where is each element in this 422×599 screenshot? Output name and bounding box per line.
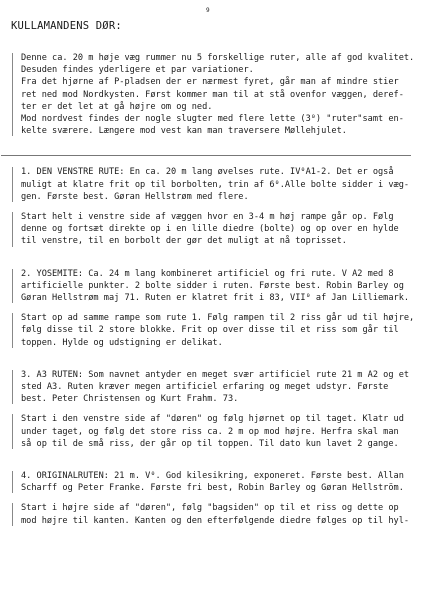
text-line: 3. A3 RUTEN: Som navnet antyder en meget svær artificiel rute 21 m A2 og et	[21, 369, 410, 380]
text-line: toppen. Hylde og udstigning er delikat.	[21, 337, 223, 348]
document-body	[21, 52, 417, 535]
route-1-description	[21, 211, 417, 248]
route-2-header	[21, 268, 417, 305]
route-1-header	[21, 166, 417, 203]
text-line: under taget, og følg det store riss ca. 2 m op mod højre. Herfra skal man	[21, 426, 399, 437]
route-4-description	[21, 502, 417, 526]
text-line: gen. Første best. Gøran Hellstrøm med flere.	[21, 191, 249, 202]
route-4-header	[21, 470, 417, 494]
text-line: Scharff og Peter Franke. Første fri best, Robin Barley og Gøran Hellström.	[21, 483, 404, 494]
text-line: mod højre til kanten. Kanten og den efterfølgende diedre følges op til hyl-	[21, 515, 410, 526]
text-line: Gøran Hellstrøm maj 71. Ruten er klatret frit i 83, VII⁰ af Jan Lilliemark.	[21, 293, 410, 304]
text-line: Start helt i venstre side af væggen hvor en 3-4 m høj rampe går op. Følg	[21, 212, 394, 223]
text-line: Start i højre side af "døren", følg "bagsiden" op til et riss og dette op	[21, 503, 399, 514]
text-line: sted A3. Ruten kræver megen artificiel erfaring og meget udstyr. Første	[21, 382, 389, 393]
page-number: 9	[206, 7, 210, 14]
text-line: ret ned mod Nordkysten. Først kommer man til at stå ovenfor væggen, deref-	[21, 89, 404, 100]
text-line: denne og fortsæt direkte op i en lille diedre (bolte) og op over en hylde	[21, 224, 399, 235]
route-3-description	[21, 413, 417, 450]
route-2-description	[21, 312, 417, 349]
text-line: Start i den venstre side af "døren" og følg hjørnet op til taget. Klatr ud	[21, 414, 404, 425]
text-line: Start op ad samme rampe som rute 1. Følg rampen til 2 riss går ud til højre,	[21, 313, 415, 324]
section-divider	[1, 155, 411, 156]
page-title: KULLAMANDENS DØR:	[11, 20, 122, 32]
text-line: Mod nordvest findes der nogle slugter med flere lette (3⁰) "ruter"samt en-	[21, 114, 404, 125]
route-3-header	[21, 369, 417, 406]
text-line: til venstre, til en borbolt der gør det muligt at nå toprisset.	[21, 236, 347, 247]
text-line: 2. YOSEMITE: Ca. 24 m lang kombineret artificiel og fri rute. V A2 med 8	[21, 268, 394, 279]
text-line: ter er det let at gå højre om og ned.	[21, 101, 213, 112]
text-line: best. Peter Christensen og Kurt Frahm. 73.	[21, 394, 239, 405]
intro-paragraph	[21, 52, 417, 137]
text-line: 4. ORIGINALRUTEN: 21 m. V⁰. God kilesikring, exponeret. Første best. Allan	[21, 471, 404, 482]
text-line: muligt at klatre frit op til borbolten, trin af 6⁰.Alle bolte sidder i væg-	[21, 179, 410, 190]
text-line: følg disse til 2 store blokke. Frit op over disse til et riss som går til	[21, 325, 399, 336]
text-line: kelte sværere. Længere mod vest kan man traversere Møllehjulet.	[21, 126, 347, 137]
text-line: Denne ca. 20 m høje væg rummer nu 5 forskellige ruter, alle af god kvalitet.	[21, 53, 415, 63]
text-line: artificielle punkter. 2 bolte sidder i ruten. Første best. Robin Barley og	[21, 280, 404, 291]
text-line: 1. DEN VENSTRE RUTE: En ca. 20 m lang øvelses rute. IV⁰A1-2. Det er også	[21, 167, 394, 178]
text-line: Desuden findes yderligere et par variationer.	[21, 65, 254, 76]
text-line: Fra det hjørne af P-pladsen der er nærmest fyret, går man af mindre stier	[21, 77, 399, 88]
text-line: så op til de små riss, der går op til toppen. Til dato kun lavet 2 gange.	[21, 438, 399, 449]
